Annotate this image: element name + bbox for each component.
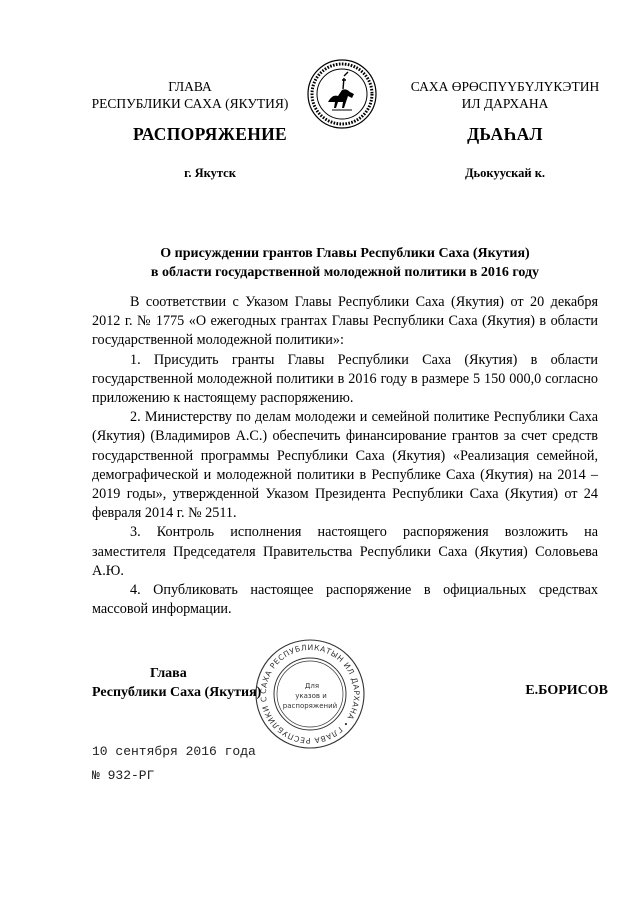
document-body xyxy=(92,293,598,619)
header-left-line1: ГЛАВА xyxy=(168,79,212,94)
signatory-title-line1: Глава xyxy=(150,666,187,681)
doc-type-title-sakha: ДЬАҺАЛ xyxy=(467,124,543,144)
signatory-name: Е.БОРИСОВ xyxy=(525,683,608,698)
city-sakha: Дьокуускай к. xyxy=(464,166,546,180)
header-right-line2: ИЛ ДАРХАНА xyxy=(461,96,549,111)
signatory-title xyxy=(92,664,292,702)
subject-line2: в области государственной молодежной политики в 2016 году xyxy=(150,265,540,280)
paragraph-item-2: 2. Министерству по делам молодежи и семейной политике Республики Саха (Якутия) (Владимиров А.С.) обеспечить финансирование грантов за счет средств государственной программы Республики Саха (Якутия) «Реализация семейной, демографической и молодежной политики в Республике Саха (Якутия) на 2014 – 2019 годы», утвержденной Указом Президента Республики Саха (Якутия) от 24 февраля 2014 г. № 2511. xyxy=(92,409,598,522)
seal-center-line2: указов и xyxy=(295,692,327,700)
city-ru: г. Якутск xyxy=(184,166,236,180)
paragraph-item-3: 3. Контроль исполнения настоящего распоряжения возложить на заместителя Председателя Правительства Республики Саха (Якутия) Соловьева А.Ю. xyxy=(92,524,598,579)
signatory-title-line2: Республики Саха (Якутия) xyxy=(92,685,262,700)
seal-ring-text: САХА РЕСПУБЛИКАТЫН ИЛ ДАРХАНА • ГЛАВА РЕСПУБЛИКИ С xyxy=(258,642,362,746)
header-left-line2: РЕСПУБЛИКИ САХА (ЯКУТИЯ) xyxy=(91,96,289,111)
subject-line1: О присуждении грантов Главы Республики Саха (Якутия) xyxy=(160,246,530,261)
document-date: 10 сентября 2016 года xyxy=(92,744,256,759)
header-left xyxy=(60,78,320,112)
document-number: № 932-РГ xyxy=(92,768,155,783)
header-right-line1: САХА ӨРӨСПҮҮБҮЛҮКЭТИН xyxy=(410,79,600,94)
seal-center-line1: Для xyxy=(304,682,320,690)
paragraph-item-4: 4. Опубликовать настоящее распоряжение в официальных средствах массовой информации. xyxy=(92,582,598,618)
document-subject xyxy=(92,244,598,282)
doc-type-title-ru: РАСПОРЯЖЕНИЕ xyxy=(132,124,287,144)
header-right xyxy=(392,78,618,112)
seal-center-line3: распоряжений xyxy=(282,702,338,710)
paragraph-preamble: В соответствии с Указом Главы Республики Саха (Якутия) от 20 декабря 2012 г. № 1775 «О ежегодных грантах Главы Республики Саха (Якутия) в области государственной молодежной политики»: xyxy=(92,294,598,349)
emblem-icon xyxy=(306,58,378,130)
paragraph-item-1: 1. Присудить гранты Главы Республики Саха (Якутия) в области государственной молодежной политики в 2016 году в размере 5 150 000,0 согласно приложению к настоящему распоряжению. xyxy=(92,351,598,407)
